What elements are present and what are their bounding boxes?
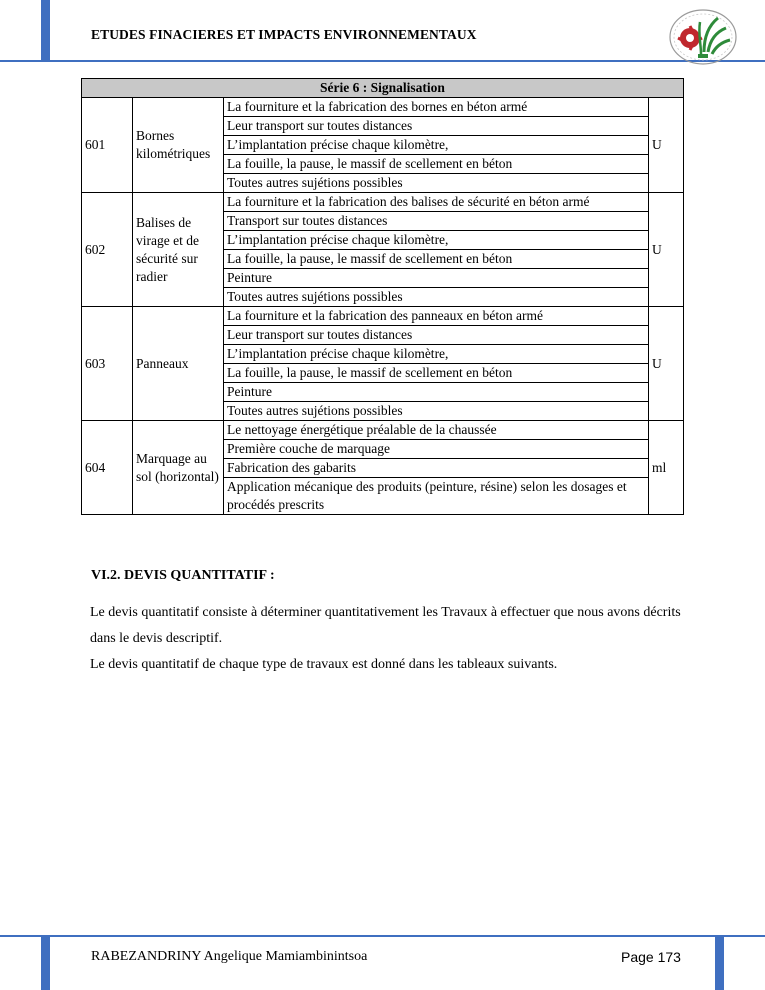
item-description: L’implantation précise chaque kilomètre, — [224, 231, 649, 250]
item-description: L’implantation précise chaque kilomètre, — [224, 136, 649, 155]
item-description: La fourniture et la fabrication des balises de sécurité en béton armé — [224, 193, 649, 212]
item-description: Peinture — [224, 269, 649, 288]
table-row — [82, 193, 684, 212]
item-unit: U — [649, 193, 684, 307]
item-description: La fouille, la pause, le massif de scellement en béton — [224, 155, 649, 174]
institution-logo-icon — [668, 8, 738, 66]
section-body — [90, 600, 690, 678]
item-description: Leur transport sur toutes distances — [224, 326, 649, 345]
item-unit: U — [649, 98, 684, 193]
item-unit: U — [649, 307, 684, 421]
item-designation: Panneaux — [133, 307, 224, 421]
item-code: 604 — [82, 421, 133, 515]
item-unit: ml — [649, 421, 684, 515]
section-title: VI.2. DEVIS QUANTITATIF : — [91, 568, 275, 583]
item-description: La fourniture et la fabrication des bornes en béton armé — [224, 98, 649, 117]
item-description: Toutes autres sujétions possibles — [224, 402, 649, 421]
item-description: La fouille, la pause, le massif de scellement en béton — [224, 364, 649, 383]
footer-accent-bar-right — [715, 937, 724, 990]
header-accent-bar — [41, 0, 50, 60]
serie-title: Série 6 : Signalisation — [82, 79, 684, 98]
signalisation-table — [81, 78, 684, 515]
item-description: La fouille, la pause, le massif de scellement en béton — [224, 250, 649, 269]
item-description: Leur transport sur toutes distances — [224, 117, 649, 136]
item-designation: Bornes kilométriques — [133, 98, 224, 193]
item-description: Application mécanique des produits (peinture, résine) selon les dosages et procédés prescrits — [224, 478, 649, 515]
item-description: L’implantation précise chaque kilomètre, — [224, 345, 649, 364]
footer-author: RABEZANDRINY Angelique Mamiambinintsoa — [91, 949, 368, 964]
table-header-row — [82, 79, 684, 98]
paragraph: Le devis quantitatif de chaque type de travaux est donné dans les tableaux suivants. — [90, 657, 558, 672]
item-code: 603 — [82, 307, 133, 421]
item-designation: Marquage au sol (horizontal) — [133, 421, 224, 515]
item-code: 601 — [82, 98, 133, 193]
item-description: Transport sur toutes distances — [224, 212, 649, 231]
document-header-title: ETUDES FINACIERES ET IMPACTS ENVIRONNEMENTAUX — [91, 27, 477, 42]
table-row — [82, 421, 684, 440]
item-description: Toutes autres sujétions possibles — [224, 288, 649, 307]
item-description: La fourniture et la fabrication des panneaux en béton armé — [224, 307, 649, 326]
table-row — [82, 307, 684, 326]
footer-accent-bar-left — [41, 937, 50, 990]
item-description: Première couche de marquage — [224, 440, 649, 459]
paragraph: Le devis quantitatif consiste à déterminer quantitativement les Travaux à effectuer que nous avons décrits dans le devis descriptif. — [90, 605, 681, 646]
header-divider — [0, 60, 765, 62]
item-description: Le nettoyage énergétique préalable de la chaussée — [224, 421, 649, 440]
item-description: Peinture — [224, 383, 649, 402]
item-description: Toutes autres sujétions possibles — [224, 174, 649, 193]
footer-divider — [0, 935, 765, 937]
item-designation: Balises de virage et de sécurité sur radier — [133, 193, 224, 307]
item-code: 602 — [82, 193, 133, 307]
table-row — [82, 98, 684, 117]
page-number: Page 173 — [621, 949, 681, 965]
item-description: Fabrication des gabarits — [224, 459, 649, 478]
